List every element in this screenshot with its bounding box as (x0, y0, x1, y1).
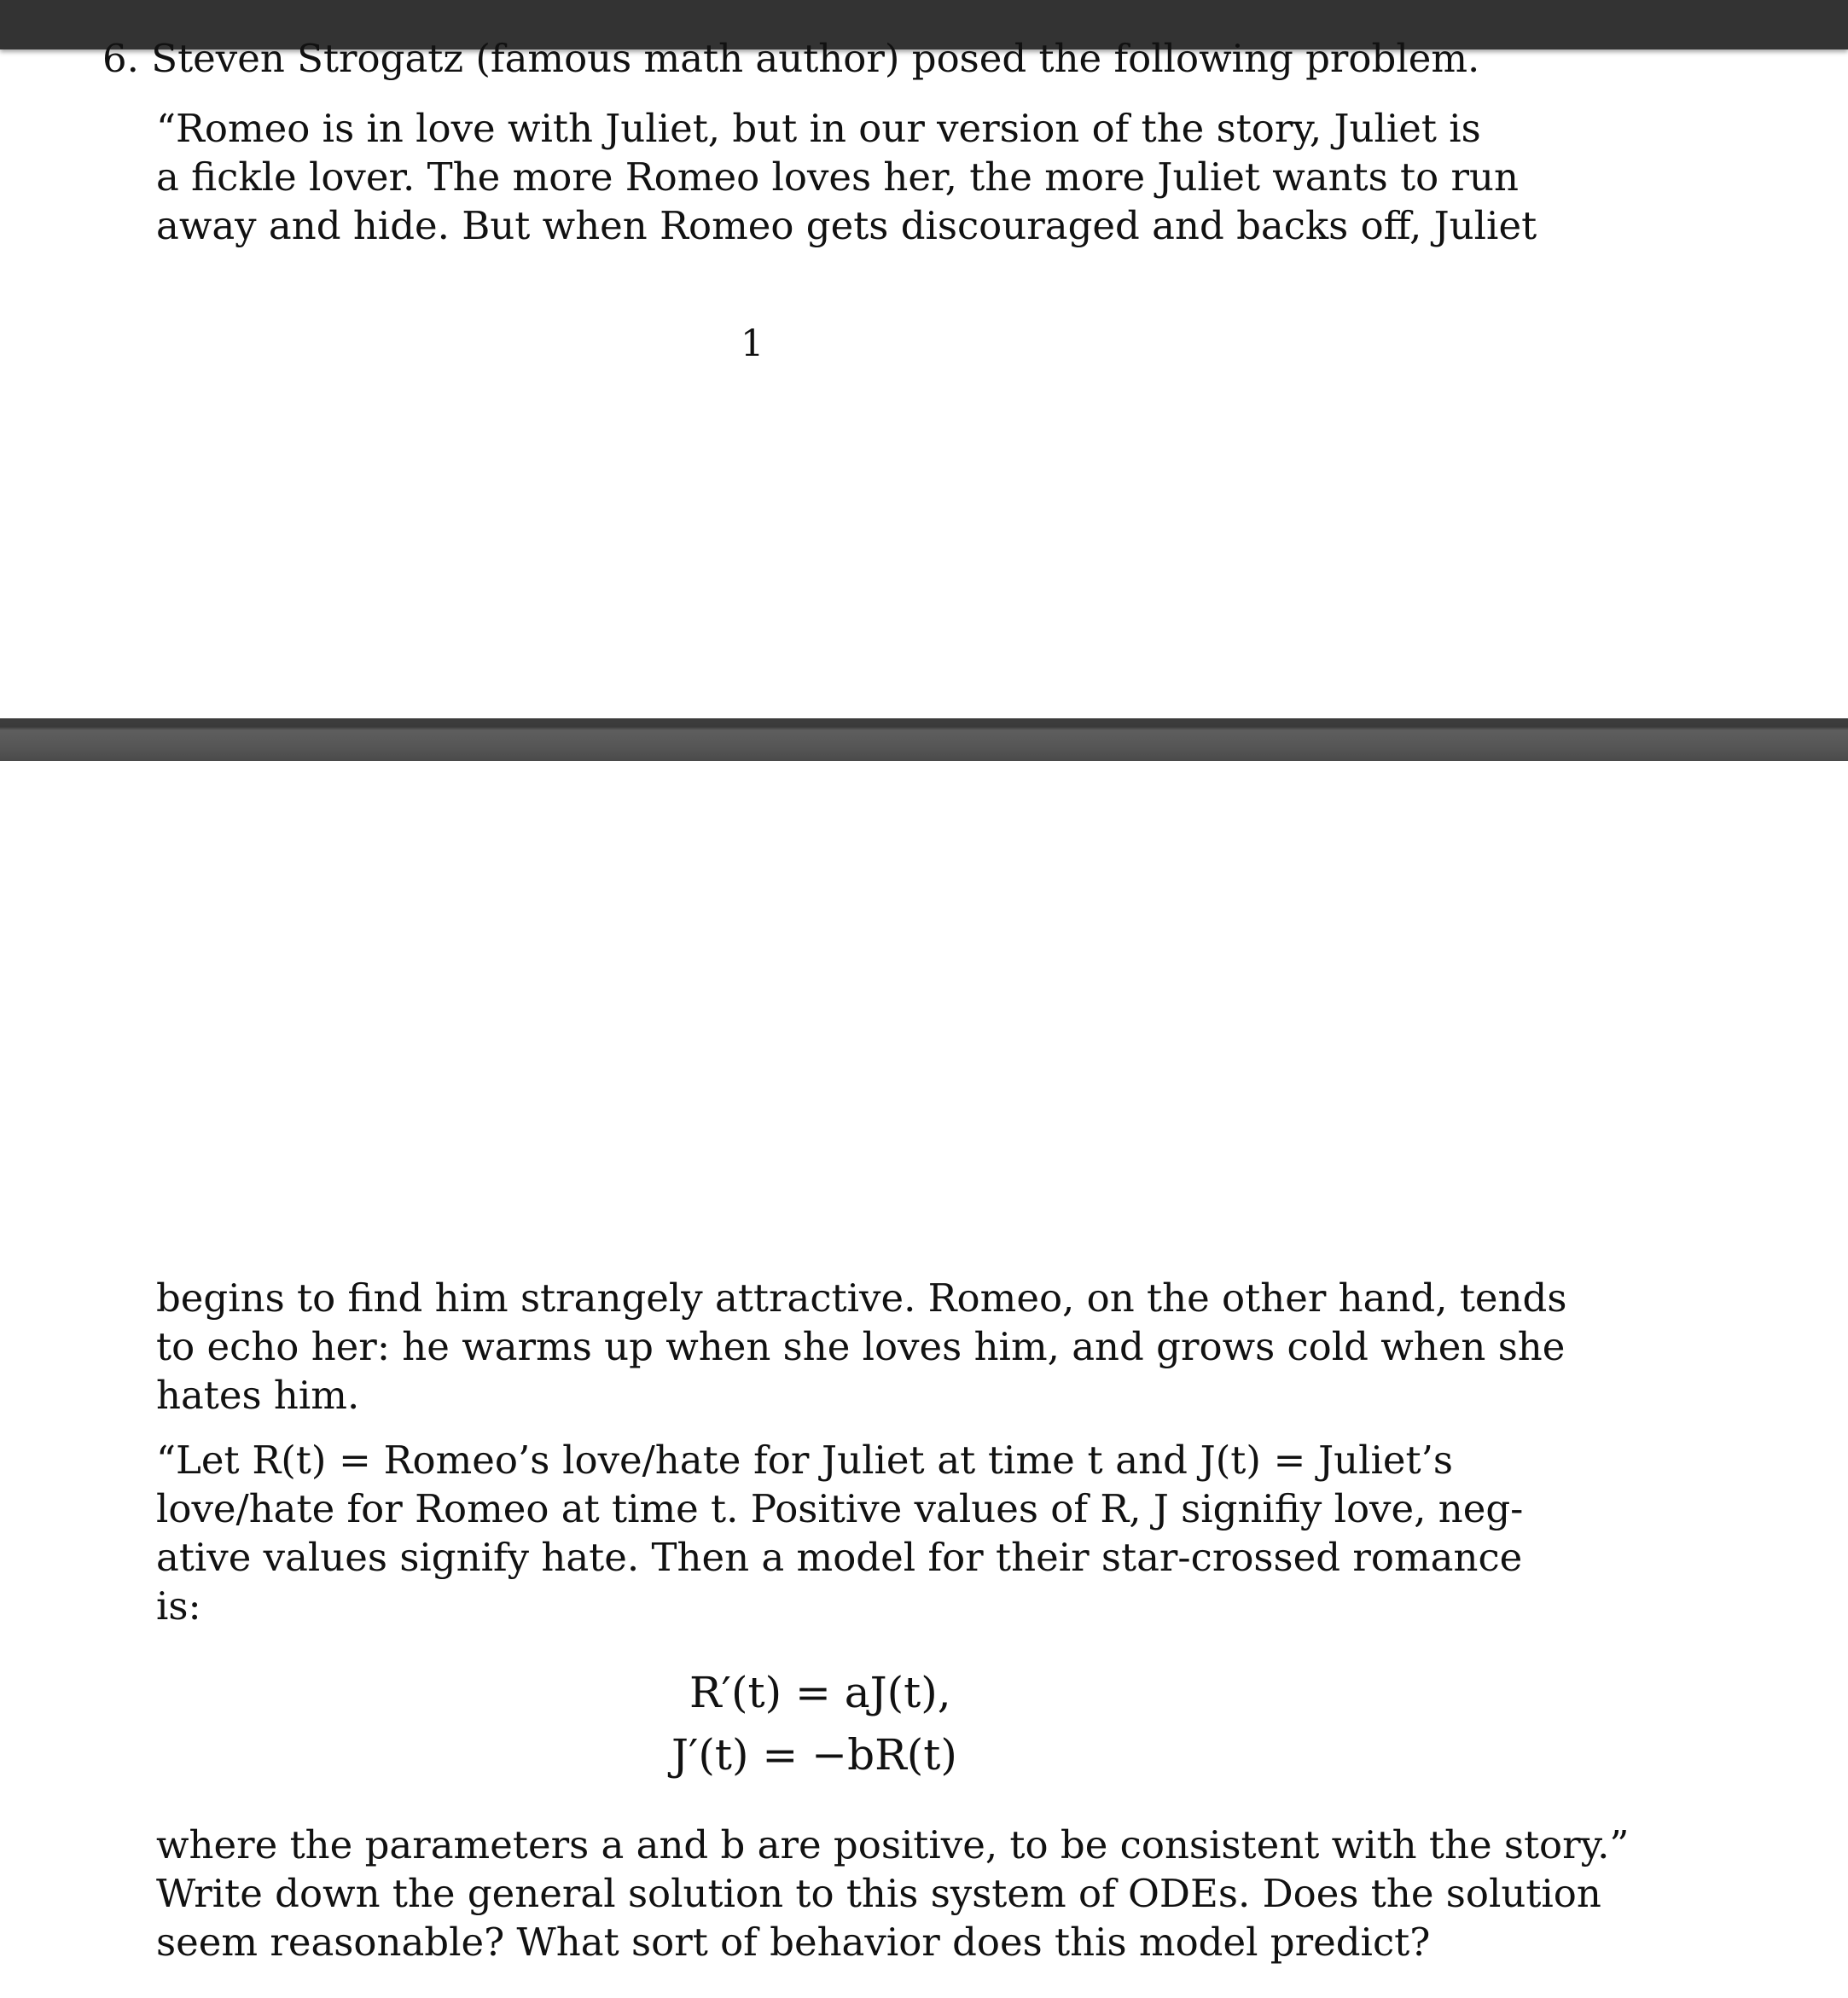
paragraph-line: is: (156, 1583, 201, 1629)
paragraph-line: away and hide. But when Romeo gets discouraged and backs off, Juliet (156, 203, 1537, 248)
paragraph-line: love/hate for Romeo at time t. Positive values of R, J signifiy love, neg- (156, 1486, 1524, 1531)
paragraph-line: where the parameters a and b are positive, to be consistent with the story.” (156, 1822, 1630, 1867)
paragraph-line: begins to find him strangely attractive. Romeo, on the other hand, tends (156, 1275, 1567, 1321)
equation-j-prime: J′(t) = −bR(t) (671, 1730, 957, 1780)
equation-r-prime: R′(t) = aJ(t), (689, 1668, 951, 1717)
paragraph-line: a fickle lover. The more Romeo loves her, the more Juliet wants to run (156, 154, 1519, 200)
paragraph-line: Write down the general solution to this system of ODEs. Does the solution (156, 1871, 1601, 1916)
paragraph-line: hates him. (156, 1373, 360, 1418)
problem-heading: 6. Steven Strogatz (famous math author) posed the following problem. (102, 36, 1480, 81)
paragraph-line: to echo her: he warms up when she loves him, and grows cold when she (156, 1324, 1566, 1369)
paragraph-line: ative values signify hate. Then a model for their star-crossed romance (156, 1535, 1523, 1580)
page-number: 1 (741, 322, 764, 365)
paragraph-line: “Let R(t) = Romeo’s love/hate for Juliet at time t and J(t) = Juliet’s (156, 1438, 1453, 1483)
paragraph-line: seem reasonable? What sort of behavior does this model predict? (156, 1920, 1431, 1965)
paragraph-line: “Romeo is in love with Juliet, but in our version of the story, Juliet is (156, 106, 1481, 151)
page-divider (0, 718, 1848, 761)
